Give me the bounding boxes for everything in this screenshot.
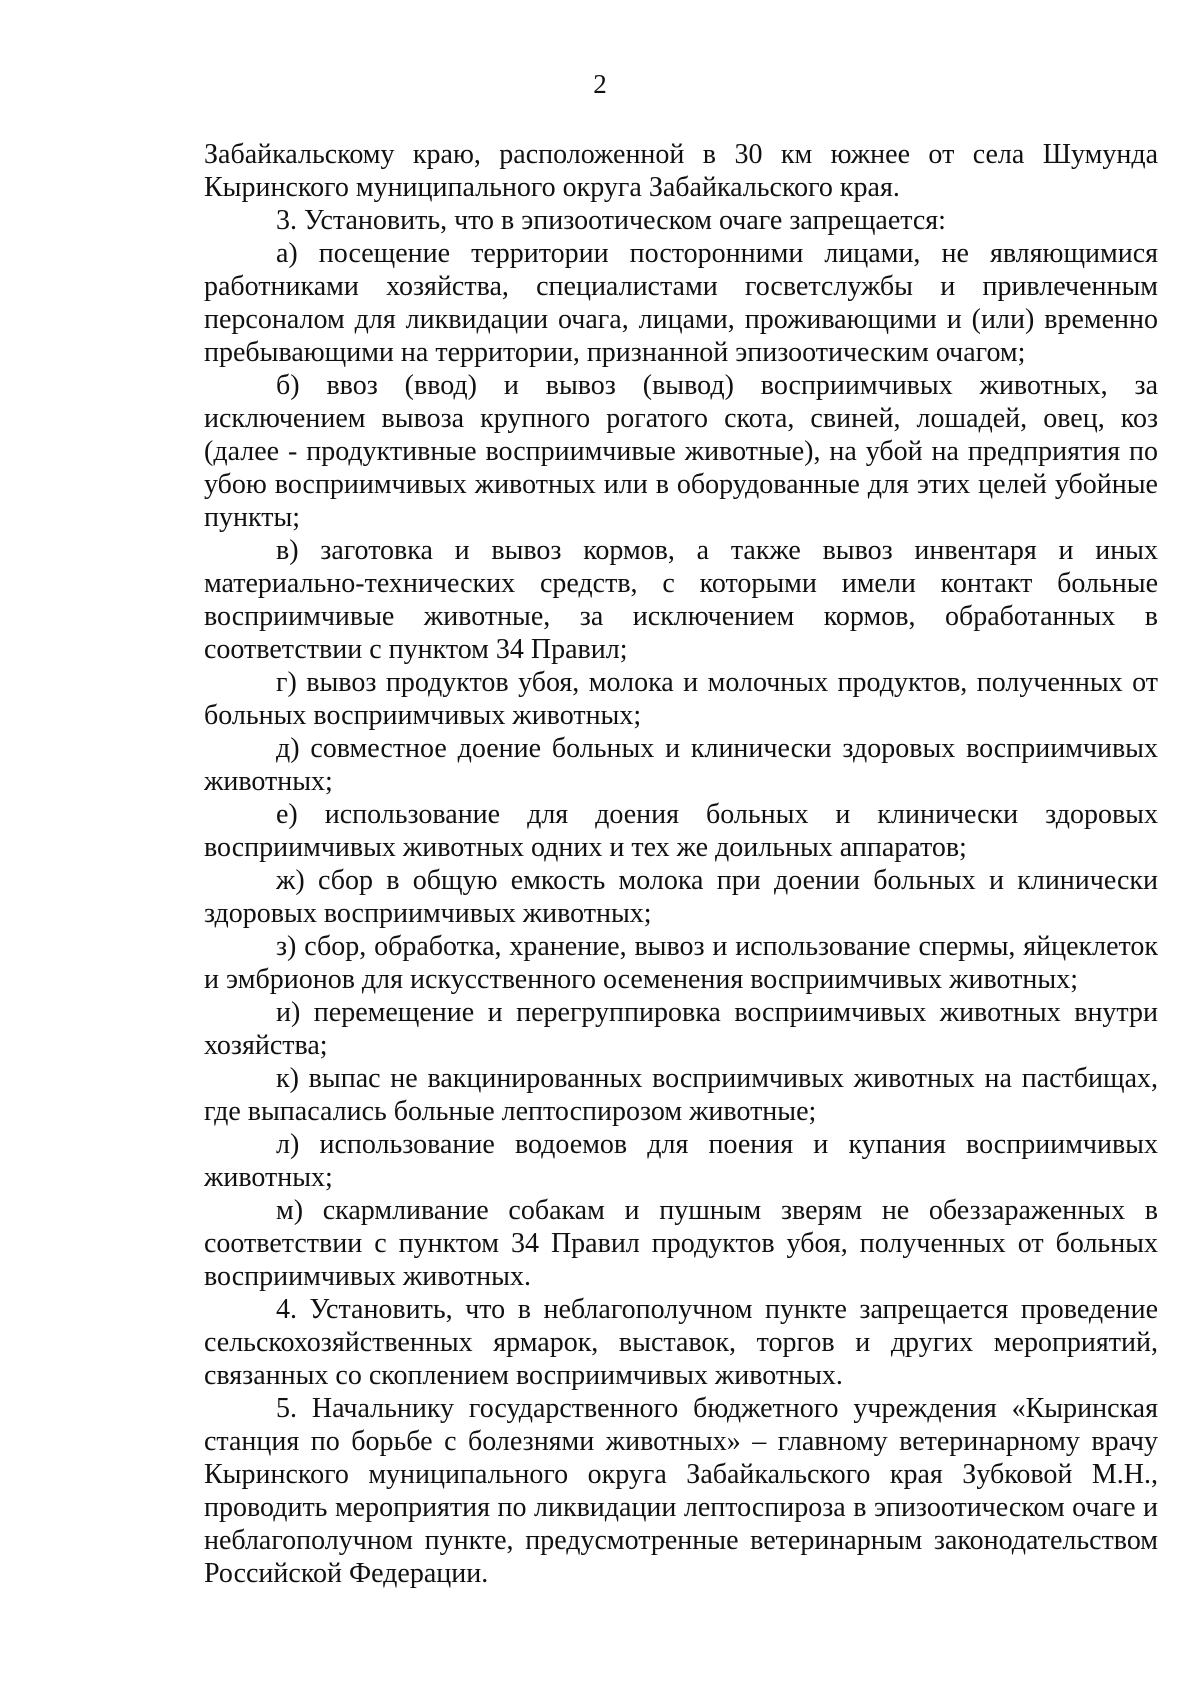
paragraph: Забайкальскому краю, расположенной в 30 км южнее от села Шумунда Кыринского муниципального округа Забайкальского края.	[204, 139, 1158, 203]
paragraph: д) совместное доение больных и клинически здоровых восприимчивых животных;	[204, 733, 1158, 797]
paragraph: м) скармливание собакам и пушным зверям не обеззараженных в соответствии с пунктом 34 Правил продуктов убоя, полученных от больных восприимчивых животных.	[204, 1195, 1158, 1292]
paragraph: б) ввоз (ввод) и вывоз (вывод) восприимчивых животных, за исключением вывоза крупного рогатого скота, свиней, лошадей, овец, коз (далее - продуктивные восприимчивые животные), на убой на предприятия по убою восприимчивых животных или в оборудованные для этих целей убойные пункты;	[204, 370, 1158, 533]
paragraph: з) сбор, обработка, хранение, вывоз и использование спермы, яйцеклеток и эмбрионов для искусственного осеменения восприимчивых животных;	[204, 931, 1158, 995]
paragraph: ж) сбор в общую емкость молока при доении больных и клинически здоровых восприимчивых животных;	[204, 865, 1158, 929]
paragraph: г) вывоз продуктов убоя, молока и молочных продуктов, полученных от больных восприимчивых животных;	[204, 667, 1158, 731]
paragraph: л) использование водоемов для поения и купания восприимчивых животных;	[204, 1129, 1158, 1193]
paragraph: 5. Начальнику государственного бюджетного учреждения «Кыринская станция по борьбе с болезнями животных» – главному ветеринарному врачу Кыринского муниципального округа Забайкальского края Зубковой М.Н., проводить мероприятия по ликвидации лептоспироза в эпизоотическом очаге и неблагополучном пункте, предусмотренные ветеринарным законодательством Российской Федерации.	[204, 1393, 1158, 1589]
document-body	[204, 138, 1158, 1590]
page-number: 2	[593, 69, 607, 99]
paragraph: и) перемещение и перегруппировка восприимчивых животных внутри хозяйства;	[204, 997, 1158, 1061]
paragraph: в) заготовка и вывоз кормов, а также вывоз инвентаря и иных материально-технических средств, с которыми имели контакт больные восприимчивые животные, за исключением кормов, обработанных в соответствии с пунктом 34 Правил;	[204, 535, 1158, 665]
paragraph: 3. Установить, что в эпизоотическом очаге запрещается:	[276, 205, 946, 236]
paragraph: к) выпас не вакцинированных восприимчивых животных на пастбищах, где выпасались больные лептоспирозом животные;	[204, 1063, 1158, 1127]
paragraph: 4. Установить, что в неблагополучном пункте запрещается проведение сельскохозяйственных ярмарок, выставок, торгов и других мероприятий, связанных со скоплением восприимчивых животных.	[204, 1294, 1158, 1391]
paragraph: е) использование для доения больных и клинически здоровых восприимчивых животных одних и тех же доильных аппаратов;	[204, 799, 1158, 863]
paragraph: а) посещение территории посторонними лицами, не являющимися работниками хозяйства, специалистами госветслужбы и привлеченным персоналом для ликвидации очага, лицами, проживающими и (или) временно пребывающими на территории, признанной эпизоотическим очагом;	[204, 238, 1158, 368]
